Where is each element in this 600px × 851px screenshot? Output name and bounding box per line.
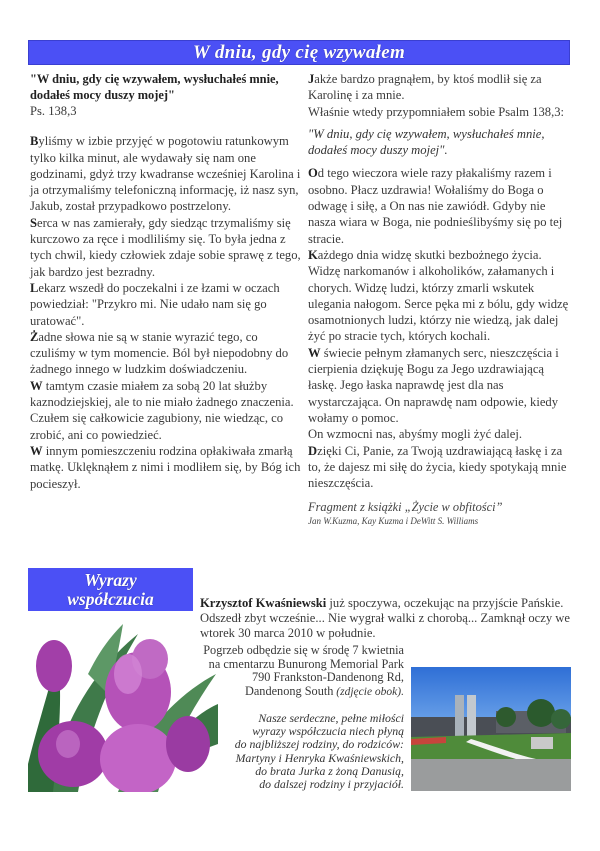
paragraph: Każdego dnia widzę skutki bezbożnego życia. Widzę narkomanów i alkoholików, załamanych i chorych. Widzę ludzi, którzy zmarli wskutek ulegania nałogom. Serce pęka mi z bólu, gdy widzę osamotnionych ludzi, którzy nie wiedzą, jak dalej żyć po stracie tych, których kochali. [308, 247, 569, 344]
book-authors: Jan W.Kuzma, Kay Kuzma i DeWitt S. Williams [308, 515, 479, 526]
memorial-park-photo [411, 667, 571, 791]
paragraph: Serca w nas zamierały, gdy siedząc trzymaliśmy się kurczowo za ręce i modliliśmy się. To była jedna z tych chwil, kiedy człowiek zdaje sobie sprawę z tego, jak bardzo jest bezradny. [30, 215, 301, 279]
paragraph: Jakże bardzo pragnąłem, by ktoś modlił się za Karolinę i za mnie. [308, 72, 542, 103]
condolences-title-line1: Wyrazy [84, 570, 137, 590]
paragraph: Od tego wieczora wiele razy płakaliśmy razem i osobno. Płacz uzdrawia! Wołaliśmy do Boga o odwagę i siłę, a On nas nie zawiódł. Gdyby nie nasza wiara w Boga, nie podnieślibyśmy się po tej stracie. [308, 166, 563, 246]
article-title-bar [28, 40, 570, 65]
paragraph: Lekarz wszedł do poczekalni i ze łzami w oczach powiedział: "Przykro mi. Nie udało nam się go uratować". [30, 280, 280, 328]
deceased-name: Krzysztof Kwaśniewski [200, 596, 327, 610]
paragraph: W innym pomieszczeniu rodzina opłakiwała zmarłą matkę. Uklęknąłem z nimi i modliłem się, by Bóg ich pocieszył. [30, 443, 301, 491]
condolences-title-box [28, 568, 193, 611]
photo-note: (zdjęcie obok). [333, 685, 404, 698]
paragraph: Byliśmy w izbie przyjęć w pogotowiu ratunkowym tylko kilka minut, ale wydawały się nam one godzinami, gdyż trzy kwadranse wcześniej Karolina i ja otrzymaliśmy telefoniczną informację, iż nasz syn, Jakub, został przypadkowo postrzelony. [30, 134, 301, 214]
left-column [30, 71, 302, 492]
paragraph: Dzięki Ci, Panie, za Twoją uzdrawiającą łaskę i za to, że dajesz mi siłę do życia, kiedy spotykają mnie nieszczęścia. [308, 443, 567, 491]
obituary-intro: Krzysztof Kwaśniewski już spoczywa, oczekując na przyjście Pańskie. Odszedł zbyt wcześnie... Nie wygrał walki z chorobą... Zamknął oczy we wtorek 30 marca 2010 w południe. [200, 596, 570, 640]
condolence-message: Nasze serdeczne, pełne miłości wyrazy współczucia niech płyną do najbliższej rodziny, do rodziców: Martyny i Henryka Kwaśniewskich, do brata Jurka z żoną Danusią, do dalszej rodziny i przyjaciół. [234, 711, 404, 792]
psalm-quote: "W dniu, gdy cię wzywałem, wysłuchałeś mnie, dodałeś mocy duszy mojej". [308, 126, 545, 158]
paragraph: Żadne słowa nie są w stanie wyrazić tego, co czuliśmy w tym momencie. Ból był niepodobny do żadnego innego w ludzkim doświadczeniu. [30, 329, 289, 377]
paragraph: W tamtym czasie miałem za sobą 20 lat służby kaznodziejskiej, ale to nie miało żadnego znaczenia. Czułem się całkowicie zagubiony, nie wiedząc, co zrobić, ani co powiedzieć. [30, 378, 294, 442]
article-title: W dniu, gdy cię wzywałem [192, 42, 406, 63]
opening-quote: "W dniu, gdy cię wzywałem, wysłuchałeś mnie, dodałeś mocy duszy mojej" [30, 72, 279, 102]
paragraph: On wzmocni nas, abyśmy mogli żyć dalej. [308, 427, 523, 442]
right-column [308, 71, 576, 527]
funeral-info: Pogrzeb odbędzie się w środę 7 kwietnia na cmentarzu Bunurong Memorial Park 790 Frankston-Dandenong Rd, Dandenong South (zdjęcie obok). [203, 643, 404, 698]
psalm-reference: Ps. 138,3 [30, 104, 77, 118]
paragraph: W świecie pełnym złamanych serc, nieszczęścia i cierpienia dziękuję Bogu za Jego uzdrawiającą łaskę. Jego łaska naprawdę jest dla nas wystarczająca. On naprawdę nam odpowie, kiedy wołamy o pomoc. [308, 345, 559, 425]
book-source: Fragment z książki „Życie w obfitości” [308, 500, 503, 515]
paragraph: Właśnie wtedy przypomniałem sobie Psalm 138,3: [308, 104, 565, 119]
condolences-title-line2: współczucia [67, 589, 154, 609]
